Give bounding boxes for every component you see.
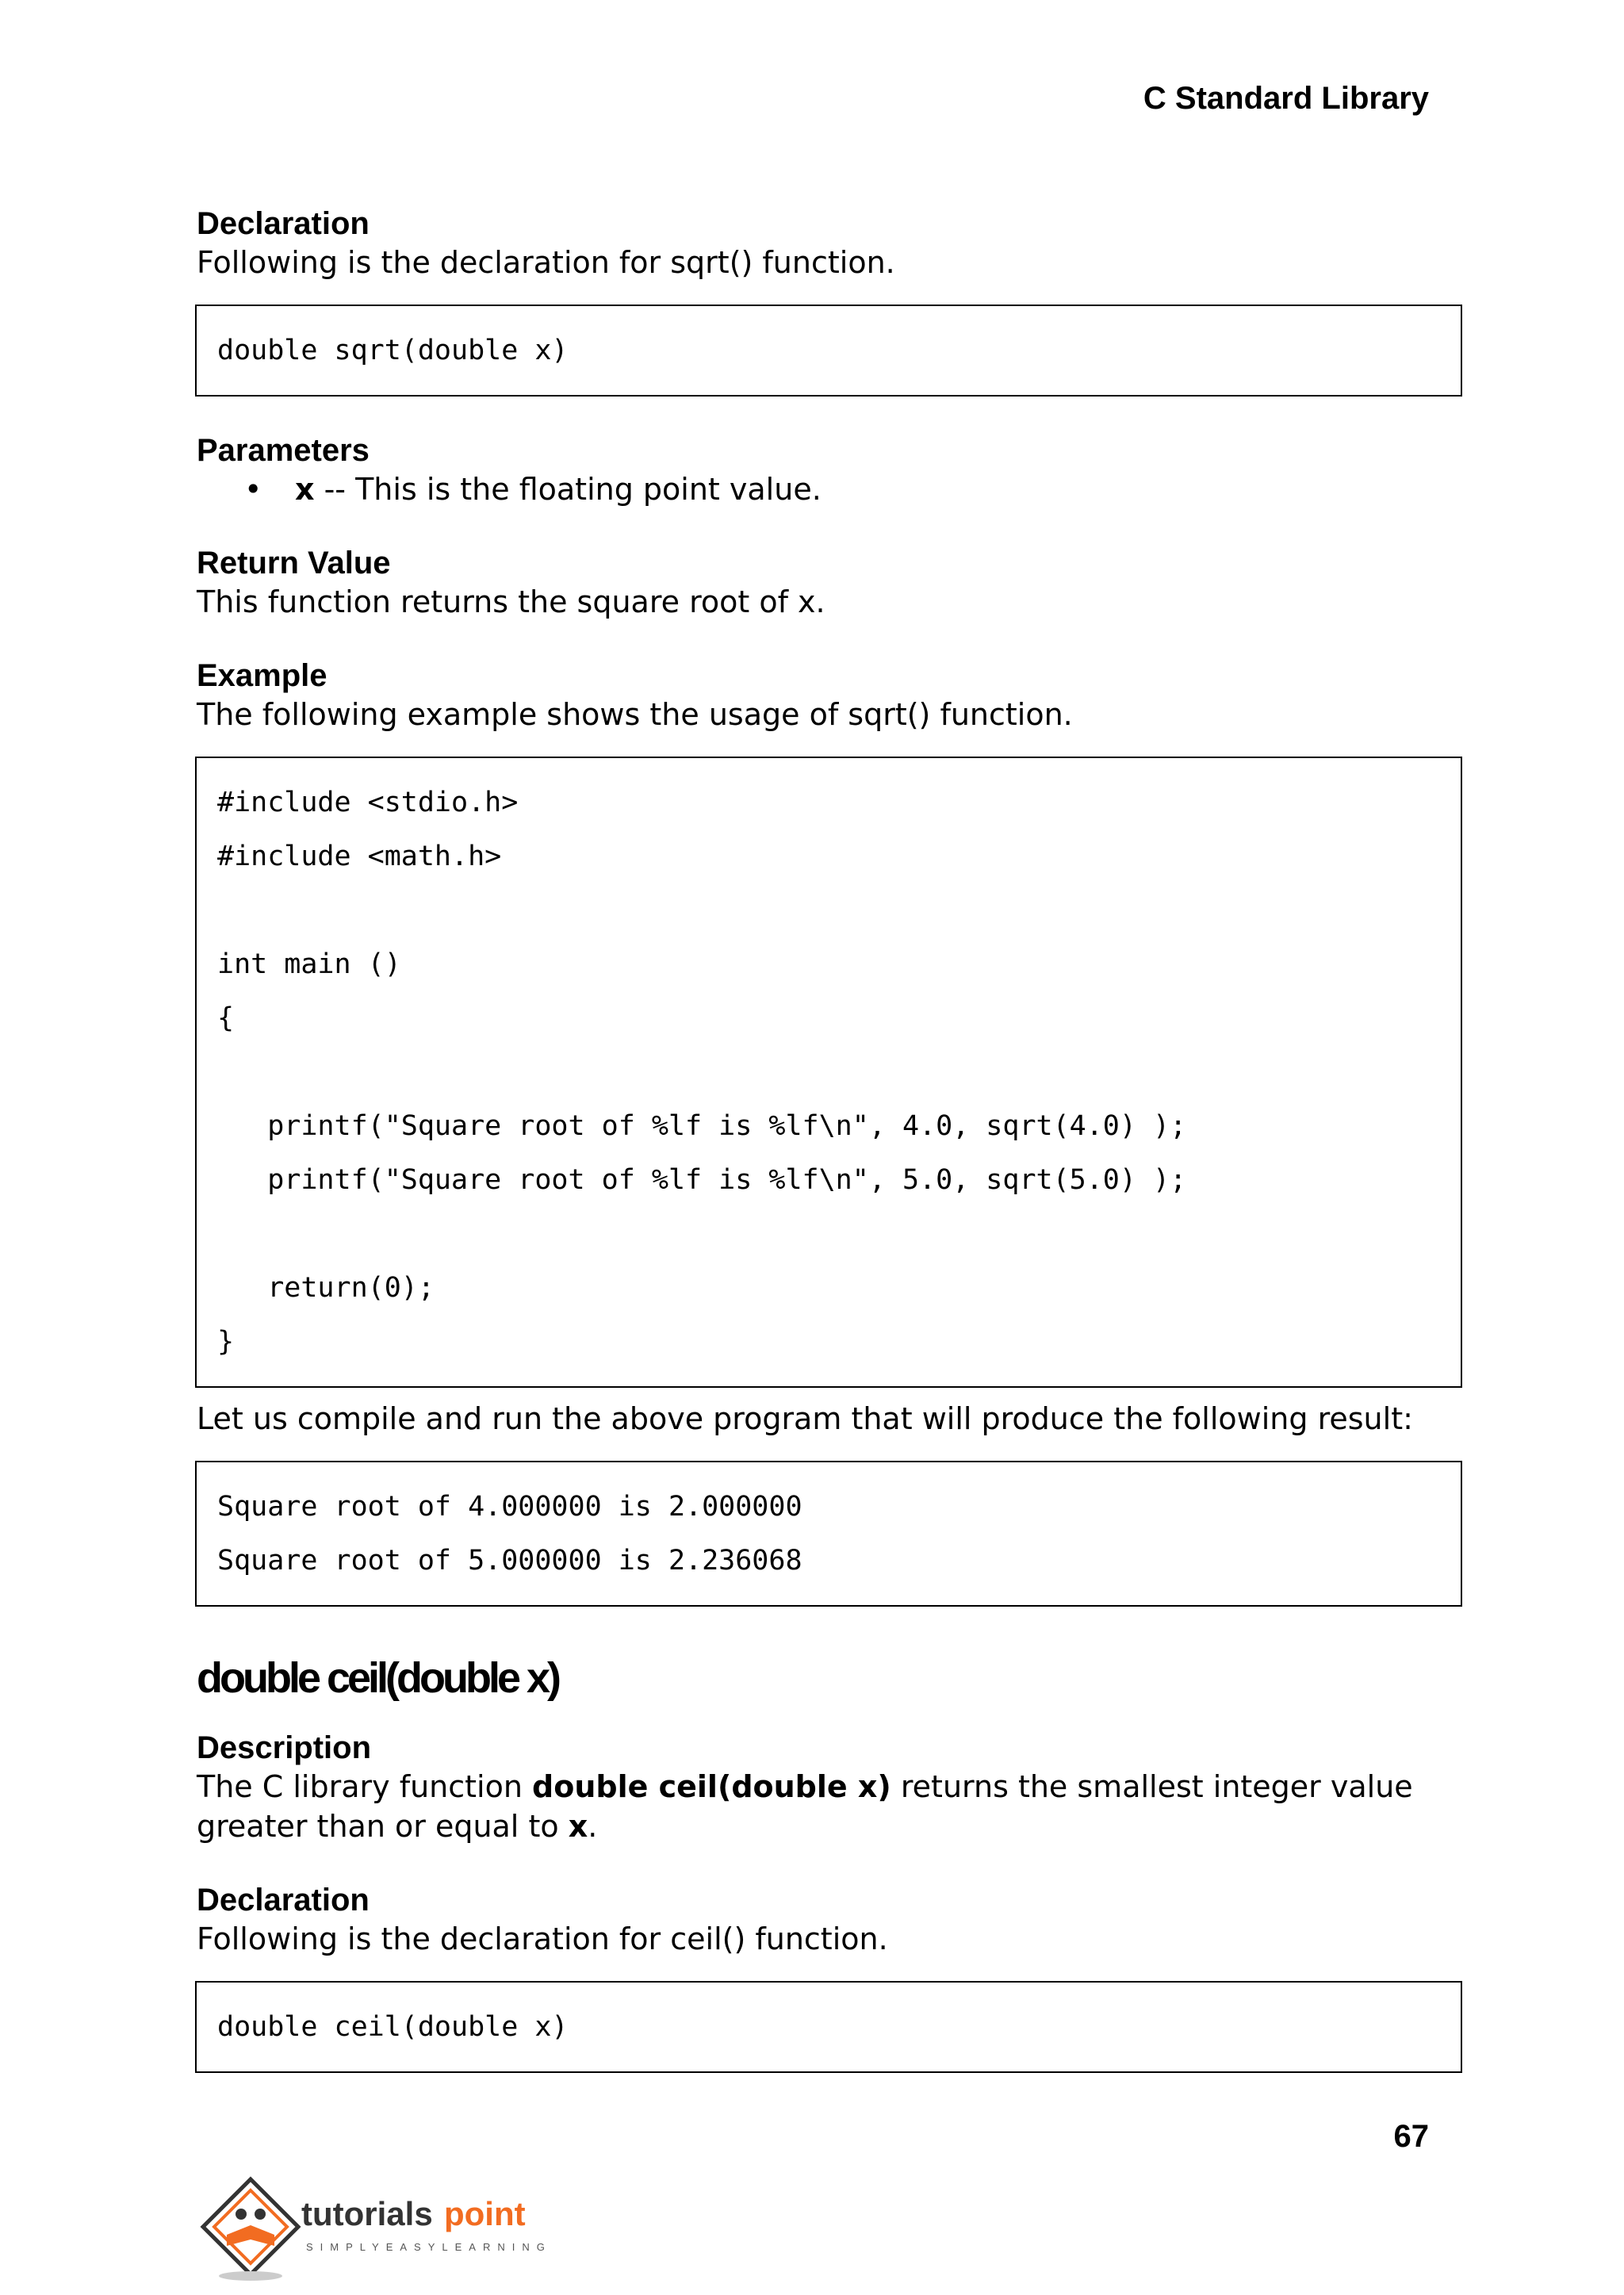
tutorialspoint-logo <box>197 2173 577 2284</box>
logo-text-point: point <box>444 2195 526 2232</box>
output-line: Square root of 4.000000 is 2.000000 <box>217 1491 802 1523</box>
ceil-declaration-section <box>197 1881 1461 2073</box>
example-code-box <box>195 757 1462 1388</box>
description-prefix: The C library function <box>197 1769 533 1804</box>
code-line: #include <stdio.h> <box>217 787 519 818</box>
logo-tagline: SIMPLYEASYLEARNING <box>306 2241 552 2253</box>
code-line: printf("Square root of %lf is %lf\n", 4.0, sqrt(4.0) ); <box>217 1110 1187 1142</box>
declaration-code-box <box>195 1981 1462 2073</box>
description-suffix: . <box>588 1809 598 1844</box>
result-section <box>197 1399 1461 1607</box>
parameter-item <box>244 469 1461 509</box>
code-line: return(0); <box>217 1272 435 1304</box>
logo-text-tutorials: tutorials <box>301 2195 433 2232</box>
parameters-list <box>197 469 1461 509</box>
running-header: C Standard Library <box>1143 81 1429 116</box>
parameter-description: -- This is the floating point value. <box>314 472 822 507</box>
code-line: double ceil(double x) <box>217 2011 569 2043</box>
logo-diamond-icon <box>203 2179 298 2281</box>
code-line: #include <math.h> <box>217 841 502 872</box>
example-heading: Example <box>197 658 327 693</box>
parameters-section <box>197 431 1461 509</box>
bullet-icon: • <box>244 472 262 507</box>
code-line: int main () <box>217 948 401 980</box>
declaration-heading: Declaration <box>197 1883 370 1918</box>
example-section <box>197 657 1461 1388</box>
code-line: printf("Square root of %lf is %lf\n", 5.0, sqrt(5.0) ); <box>217 1164 1187 1196</box>
example-text: The following example shows the usage of sqrt() function. <box>197 697 1073 732</box>
declaration-text: Following is the declaration for ceil() function. <box>197 1921 888 1956</box>
page-content <box>197 205 1461 2073</box>
return-value-section <box>197 544 1461 622</box>
description-function: double ceil(double x) <box>532 1769 891 1804</box>
description-middle: returns the smallest integer value greater than or equal to <box>197 1769 1413 1844</box>
description-variable: x <box>568 1809 588 1844</box>
code-line: double sqrt(double x) <box>217 335 569 366</box>
return-value-text: This function returns the square root of x. <box>197 584 825 619</box>
description-text <box>197 1767 1461 1846</box>
code-line <box>217 1207 1440 1261</box>
parameters-heading: Parameters <box>197 433 370 468</box>
declaration-text: Following is the declaration for sqrt() function. <box>197 245 895 280</box>
code-line: } <box>217 1326 235 1358</box>
result-text: Let us compile and run the above program that will produce the following result: <box>197 1401 1413 1436</box>
return-value-heading: Return Value <box>197 546 391 580</box>
code-line <box>217 1045 1440 1099</box>
section-title-ceil: double ceil(double x) <box>197 1654 559 1702</box>
parameter-name: x <box>295 472 315 507</box>
code-line <box>217 883 1440 937</box>
description-heading: Description <box>197 1730 372 1765</box>
result-output-box <box>195 1461 1462 1607</box>
declaration-heading: Declaration <box>197 206 370 241</box>
declaration-code-box <box>195 305 1462 397</box>
page-number: 67 <box>1393 2119 1429 2154</box>
description-section <box>197 1729 1461 1846</box>
code-line: { <box>217 1002 235 1034</box>
output-line: Square root of 5.000000 is 2.236068 <box>217 1545 802 1577</box>
